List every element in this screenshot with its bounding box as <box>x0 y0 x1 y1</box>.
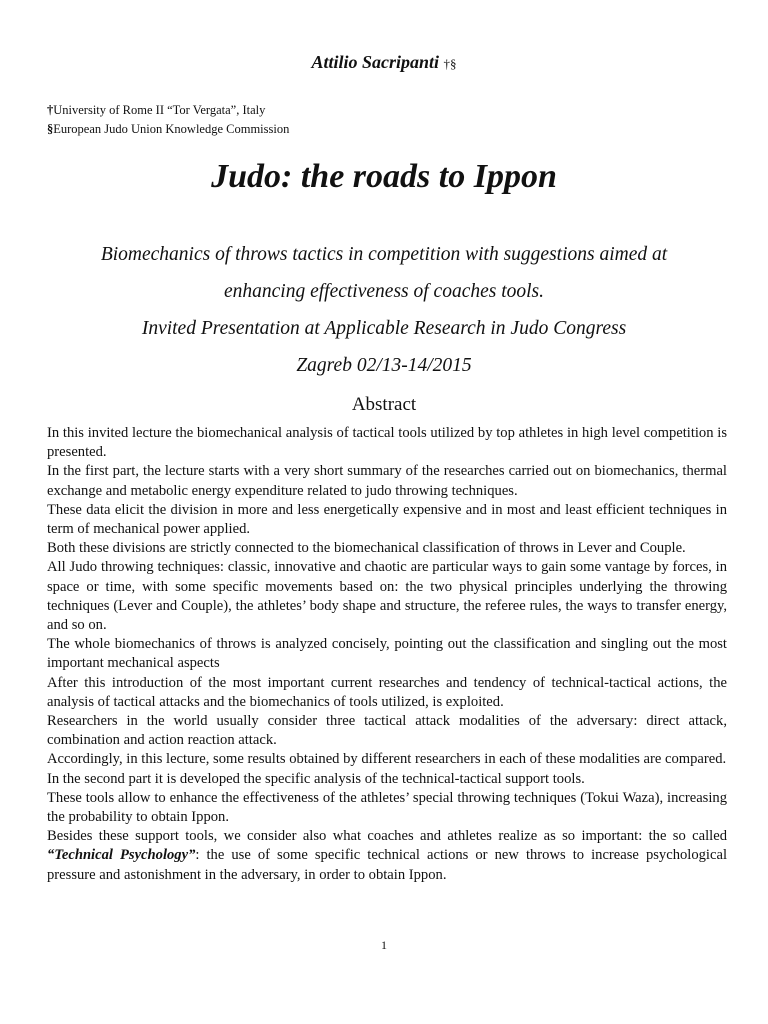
abstract-paragraph: These tools allow to enhance the effectiveness of the athletes’ special throwing techniques (Tokui Waza), increasing the probability to obtain Ippon. <box>47 789 727 826</box>
affiliation-1-symbol: † <box>47 103 54 117</box>
abstract-body <box>47 424 727 885</box>
paragraph-text: Besides these support tools, we consider also what coaches and athletes realize as so important: the so called <box>47 828 727 845</box>
abstract-paragraph: The whole biomechanics of throws is analyzed concisely, pointing out the classification and singling out the most important mechanical aspects <box>47 636 727 672</box>
subtitle-line: Zagreb 02/13-14/2015 <box>296 355 472 376</box>
abstract-paragraph: These data elicit the division in more and less energetically expensive and in most and least efficient techniques in term of mechanical power applied. <box>47 501 727 538</box>
abstract-paragraph: Accordingly, in this lecture, some results obtained by different researchers in each of these modalities are compared. <box>47 751 727 768</box>
abstract-paragraph: In this invited lecture the biomechanical analysis of tactical tools utilized by top athletes in high level competition is presented. <box>47 425 727 461</box>
abstract-paragraph: Researchers in the world usually consider three tactical attack modalities of the adversary: direct attack, combination and action reaction attack. <box>47 713 727 749</box>
paragraph-text: : the use of some specific technical actions or new throws to increase psychological pressure and astonishment in the adversary, in order to obtain Ippon. <box>47 847 727 883</box>
affiliation-1-text: University of Rome II “Tor Vergata”, Italy <box>53 103 266 117</box>
abstract-paragraph: In the second part it is developed the specific analysis of the technical-tactical support tools. <box>47 770 585 787</box>
technical-psychology-emphasis: “Technical Psychology” <box>47 847 196 864</box>
affiliation-2-symbol: § <box>47 122 54 136</box>
abstract-heading: Abstract <box>351 394 417 415</box>
author-affiliation-marks: †§ <box>443 56 457 71</box>
subtitle-line: enhancing effectiveness of coaches tools. <box>223 281 545 302</box>
paper-title: Judo: the roads to Ippon <box>211 158 557 195</box>
subtitle-line: Invited Presentation at Applicable Research in Judo Congress <box>141 318 627 339</box>
paper-subtitle <box>40 236 728 384</box>
affiliation-2 <box>47 122 289 137</box>
abstract-paragraph: In the first part, the lecture starts with a very short summary of the researches carried out on biomechanics, thermal exchange and metabolic energy expenditure related to judo throwing techniques. <box>47 463 727 499</box>
author-line <box>0 52 768 73</box>
abstract-paragraph-last <box>47 827 727 885</box>
page-number: 1 <box>381 938 387 952</box>
affiliation-2-text: European Judo Union Knowledge Commission <box>53 122 290 136</box>
abstract-paragraph: Both these divisions are strictly connected to the biomechanical classification of throws in Lever and Couple. <box>47 540 686 557</box>
affiliation-1 <box>47 103 265 118</box>
abstract-paragraph: After this introduction of the most important current researches and tendency of technical-tactical actions, the analysis of tactical attacks and the biomechanics of tools utilized, is exploited. <box>47 674 727 710</box>
subtitle-line: Biomechanics of throws tactics in competition with suggestions aimed at <box>100 244 668 265</box>
abstract-paragraph: All Judo throwing techniques: classic, innovative and chaotic are particular ways to gain some vantage by forces, in space or time, with some specific movements based on: the two physical principles underlying the throwing techniques (Lever and Couple), the athletes’ body shape and structure, the referee rules, the ways to transfer energy, and so on. <box>47 559 727 634</box>
author-name: Attilio Sacripanti <box>311 52 440 72</box>
